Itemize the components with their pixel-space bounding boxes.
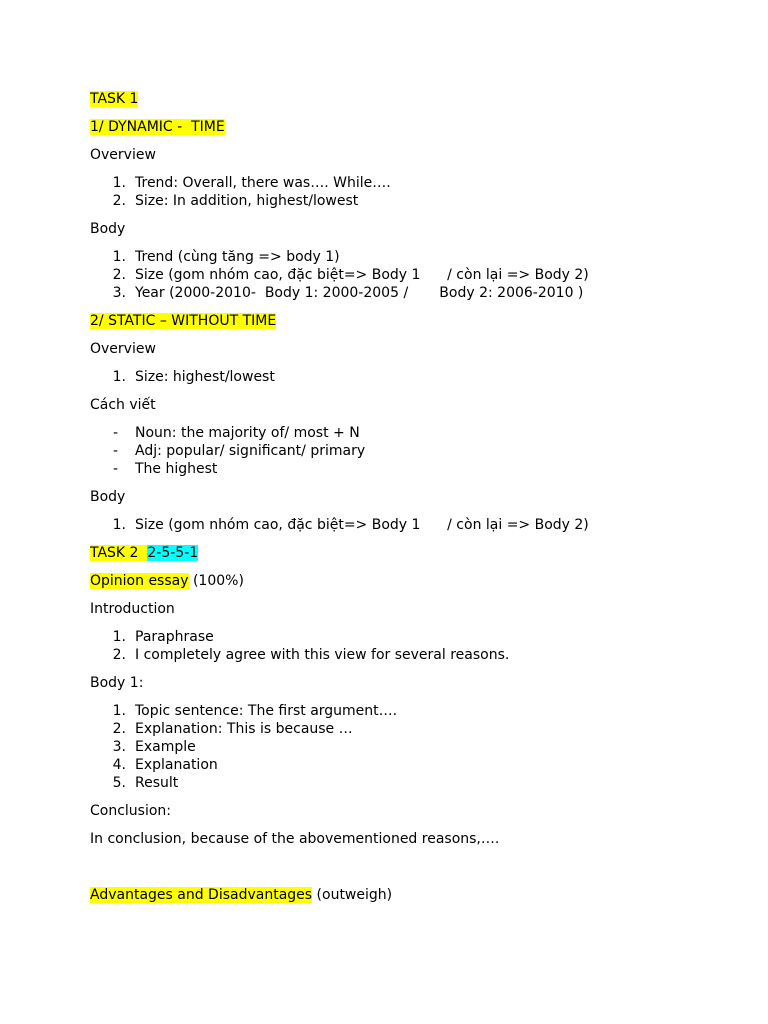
body1-list — [90, 702, 730, 792]
opinion-heading: Opinion essay (100%) — [90, 573, 244, 589]
static-body-label: Body — [90, 489, 126, 505]
body1-label: Body 1: — [90, 675, 144, 691]
conclusion-text: In conclusion, because of the abovementioned reasons,…. — [90, 831, 500, 847]
static-overview-list — [90, 368, 730, 386]
list-item: 2. Size: In addition, highest/lowest — [112, 193, 359, 209]
list-item: 1. Paraphrase — [112, 629, 214, 645]
list-item: - Noun: the majority of/ most + N — [113, 425, 360, 441]
list-item: 1. Trend (cùng tăng => body 1) — [112, 249, 340, 265]
advantages-heading: Advantages and Disadvantages (outweigh) — [90, 887, 393, 903]
document-page — [90, 90, 730, 914]
static-heading: 2/ STATIC – WITHOUT TIME — [90, 313, 277, 329]
dynamic-body-list — [90, 248, 730, 302]
intro-list — [90, 628, 730, 664]
static-body-list — [90, 516, 730, 534]
conclusion-label: Conclusion: — [90, 803, 172, 819]
static-overview-label: Overview — [90, 341, 156, 357]
task2-heading: TASK 2 2-5-5-1 — [90, 545, 199, 561]
task1-heading: TASK 1 — [90, 91, 139, 107]
dynamic-overview-list — [90, 174, 730, 210]
list-item: 3. Year (2000-2010- Body 1: 2000-2005 / Body 2: 2006-2010 ) — [112, 285, 584, 301]
list-item: 1. Size: highest/lowest — [112, 369, 275, 385]
list-item: 1. Size (gom nhóm cao, đặc biệt=> Body 1 / còn lại => Body 2) — [112, 517, 589, 533]
list-item: 5. Result — [112, 775, 179, 791]
list-item: 1. Topic sentence: The first argument…. — [112, 703, 398, 719]
list-item: 4. Explanation — [112, 757, 218, 773]
intro-label: Introduction — [90, 601, 175, 617]
dynamic-overview-label: Overview — [90, 147, 156, 163]
list-item: 1. Trend: Overall, there was…. While…. — [112, 175, 391, 191]
blank-line — [90, 858, 730, 886]
list-item: 2. I completely agree with this view for several reasons. — [112, 647, 510, 663]
list-item: - The highest — [113, 461, 218, 477]
list-item: 2. Size (gom nhóm cao, đặc biệt=> Body 1 / còn lại => Body 2) — [112, 267, 589, 283]
static-howto-label: Cách viết — [90, 397, 156, 413]
task2-code: 2-5-5-1 — [147, 545, 199, 561]
list-item: 2. Explanation: This is because … — [112, 721, 353, 737]
static-howto-list — [90, 424, 730, 478]
list-item: - Adj: popular/ significant/ primary — [113, 443, 366, 459]
list-item: 3. Example — [112, 739, 196, 755]
dynamic-heading: 1/ DYNAMIC - TIME — [90, 119, 225, 135]
dynamic-body-label: Body — [90, 221, 126, 237]
